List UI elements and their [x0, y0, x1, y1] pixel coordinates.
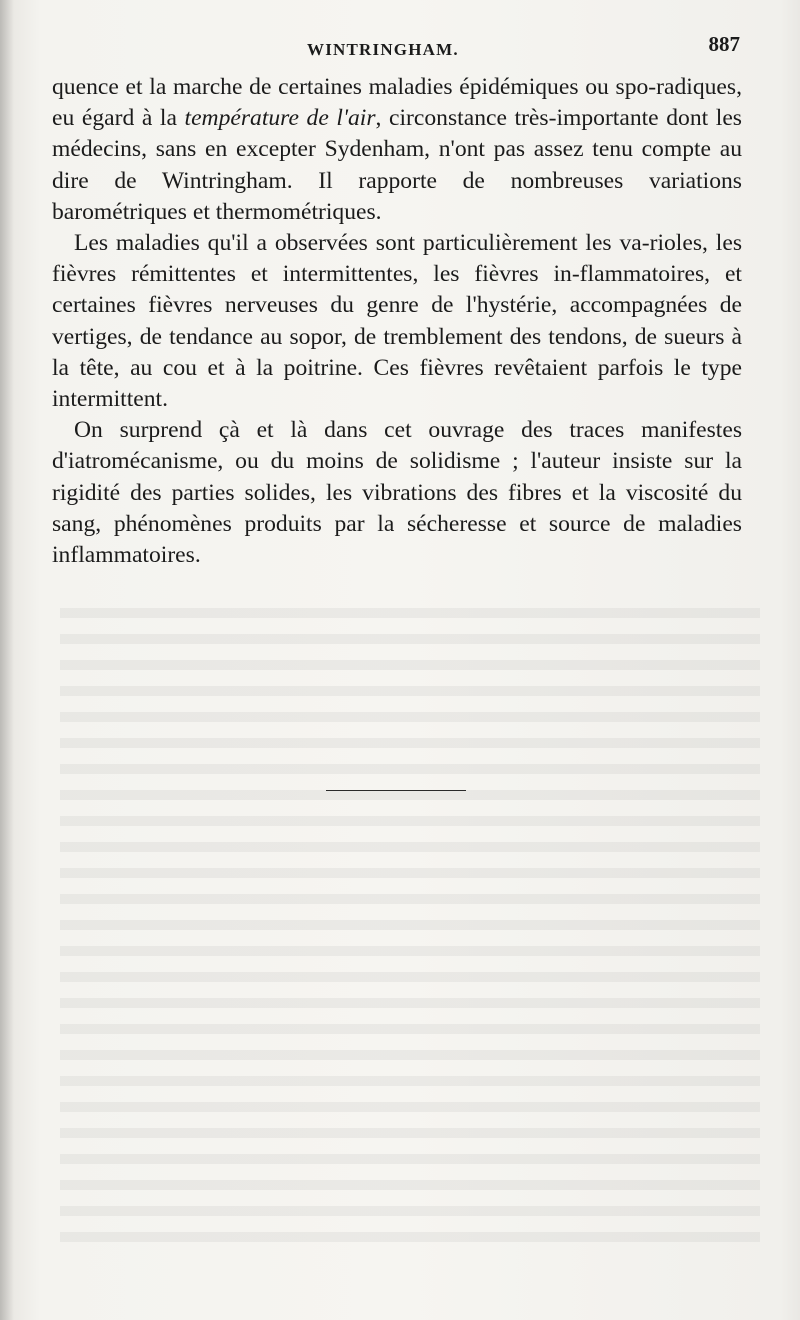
- running-head: WINTRINGHAM.: [307, 40, 459, 59]
- page-header: [52, 32, 740, 62]
- page-number: 887: [708, 32, 740, 56]
- paragraph-text: , circonstance très-importante dont les médecins, sans en excepter Sydenham, n'ont pas assez tenu compte au dire de Wintringham. Il rapporte de nombreuses variations barométriques et thermométriques.: [52, 105, 742, 225]
- paragraph-text: quence et la marche de certaines maladies épidémiques ou spo-radiques, eu égard à la: [52, 74, 742, 132]
- spine-shadow: [0, 0, 14, 1320]
- italic-text: température de l'air: [184, 105, 376, 132]
- paragraph-text: On surprend çà et là dans cet ouvrage des traces manifestes d'iatromécanisme, ou du moins de solidisme ; l'auteur insiste sur la rigidité des parties solides, les vibrations des fibres et la viscosité du sang, phénomènes produits par la sécheresse et source de maladies inflammatoires.: [52, 417, 742, 569]
- bleed-through-texture: [60, 600, 760, 1250]
- paragraph: [52, 415, 742, 571]
- body-text: [52, 72, 742, 571]
- section-rule: [326, 790, 466, 791]
- paragraph-text: Les maladies qu'il a observées sont particulièrement les va-rioles, les fièvres rémittentes et intermittentes, les fièvres in-flammatoires, et certaines fièvres nerveuses du genre de l'hystérie, accompagnées de vertiges, de tendance au sopor, de tremblement des tendons, de sueurs à la tête, au cou et à la poitrine. Ces fièvres revêtaient parfois le type intermittent.: [52, 230, 742, 413]
- paragraph: [52, 72, 742, 228]
- paragraph: [52, 228, 742, 415]
